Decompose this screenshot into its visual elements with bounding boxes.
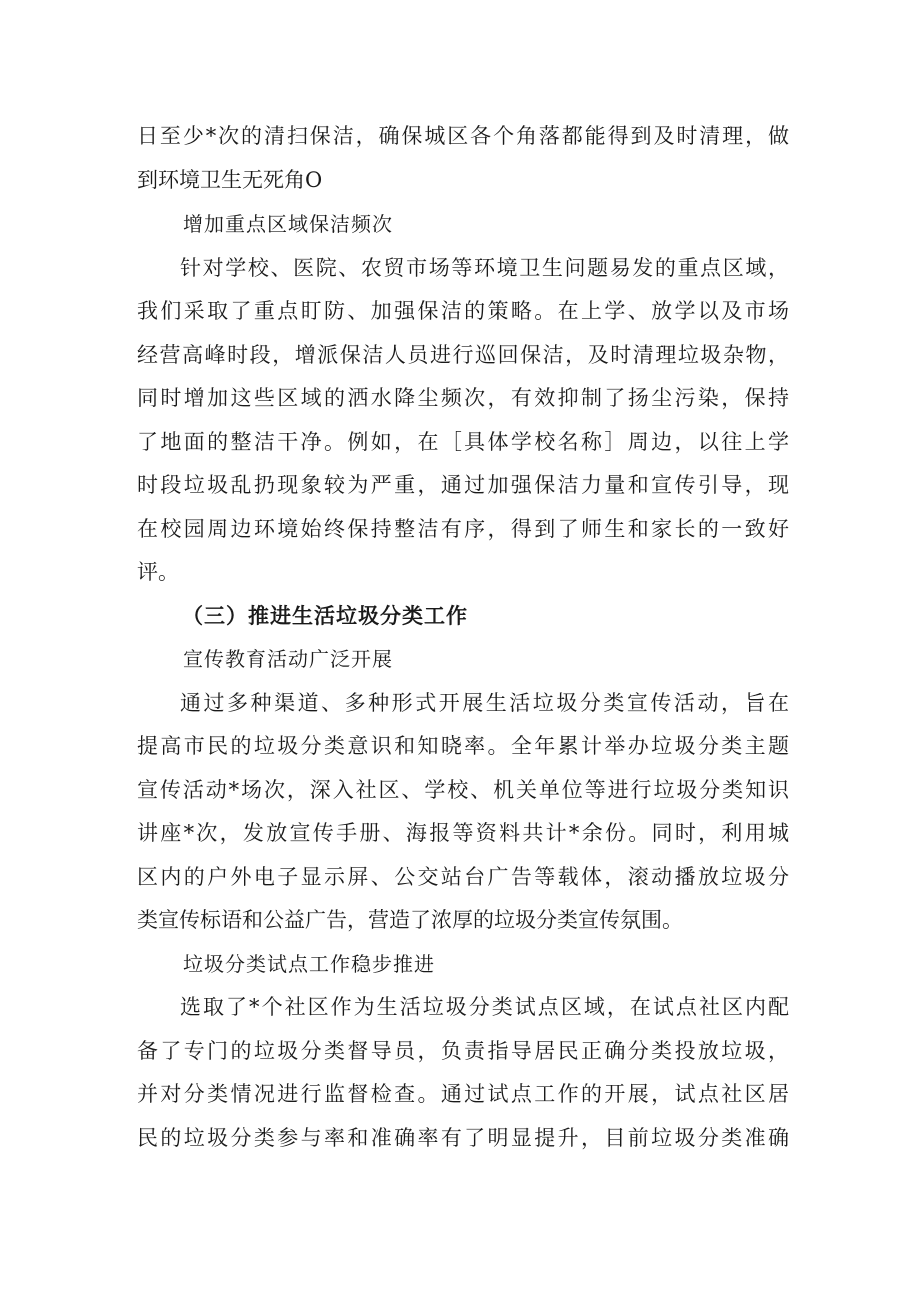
body-text-line: 评。 [137,560,179,584]
section-heading: （三）推进生活垃圾分类工作 [182,604,468,628]
paragraph-first-line: 通过多种渠道、多种形式开展生活垃圾分类宣传活动，旨在 [180,691,789,715]
body-text-line: 区内的户外电子显示屏、公交站台广告等载体，滚动播放垃圾分 [137,865,789,889]
body-text-line: 在校园周边环境始终保持整洁有序，得到了师生和家长的一致好 [137,517,789,541]
body-text-line: 同时增加这些区域的洒水降尘频次，有效抑制了扬尘污染，保持 [137,386,789,410]
subheading: 增加重点区域保洁频次 [183,212,393,236]
body-text-line: 并对分类情况进行监督检查。通过试点工作的开展，试点社区居 [137,1082,789,1106]
body-text-line: 到环境卫生无死角O [137,168,323,192]
subheading: 宣传教育活动广泛开展 [183,647,393,671]
body-text-line: 民的垃圾分类参与率和准确率有了明显提升，目前垃圾分类准确 [137,1126,789,1150]
body-text-line: 备了专门的垃圾分类督导员，负责指导居民正确分类投放垃圾， [137,1039,789,1063]
body-text-line: 经营高峰时段，增派保洁人员进行巡回保洁，及时清理垃圾杂物， [137,343,789,367]
body-text-line: 讲座*次，发放宣传手册、海报等资料共计*余份。同时，利用城 [137,821,789,845]
body-text-line: 我们采取了重点盯防、加强保洁的策略。在上学、放学以及市场 [137,299,789,323]
body-text-line: 时段垃圾乱扔现象较为严重，通过加强保洁力量和宣传引导，现 [137,473,789,497]
body-text-line: 了地面的整洁干净。例如，在［具体学校名称］周边，以往上学 [137,430,789,454]
paragraph-first-line: 选取了*个社区作为生活垃圾分类试点区域，在试点社区内配 [180,995,789,1019]
paragraph-first-line: 针对学校、医院、农贸市场等环境卫生问题易发的重点区域， [180,256,789,280]
body-text-line: 日至少*次的清扫保洁，确保城区各个角落都能得到及时清理，做 [137,124,789,148]
body-text-line: 类宣传标语和公益广告，营造了浓厚的垃圾分类宣传氛围。 [137,908,683,932]
body-text-line: 宣传活动*场次，深入社区、学校、机关单位等进行垃圾分类知识 [137,778,789,802]
body-text-line: 提高市民的垃圾分类意识和知晓率。全年累计举办垃圾分类主题 [137,734,789,758]
subheading: 垃圾分类试点工作稳步推进 [183,952,435,976]
